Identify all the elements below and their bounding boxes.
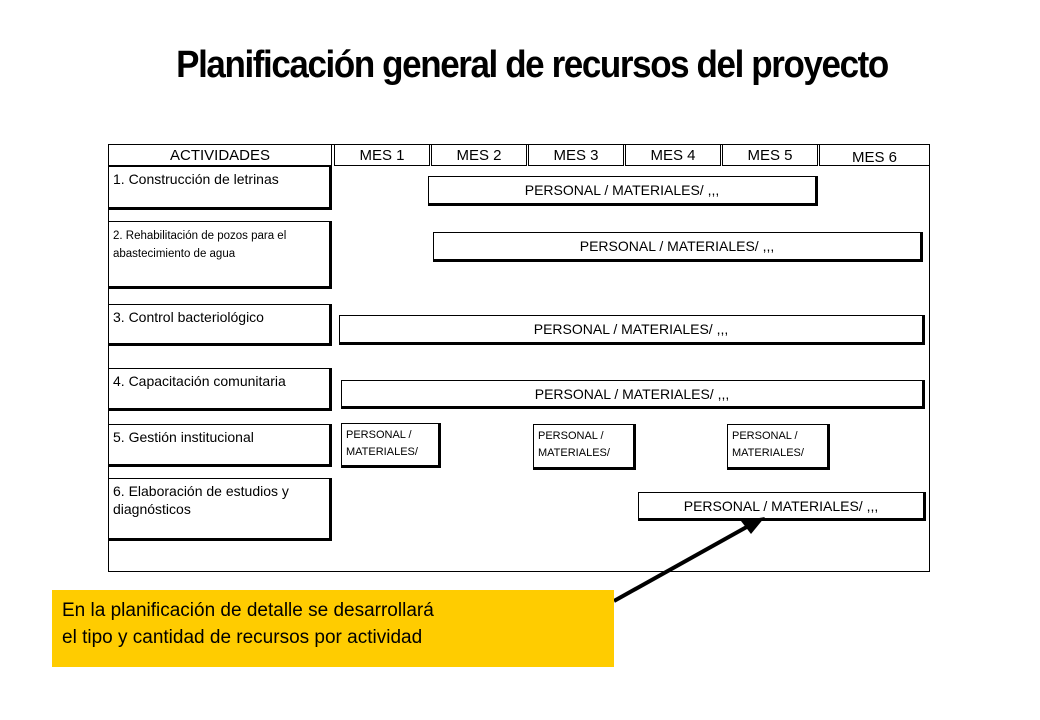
mini-c-line1: PERSONAL / (732, 430, 798, 442)
header-activities: ACTIVIDADES (108, 144, 332, 166)
header-month-2: MES 2 (431, 144, 527, 166)
header-month-3: MES 3 (528, 144, 624, 166)
arrow-shaft (614, 524, 752, 601)
activity-3-text: 3. Control bacteriológico (113, 309, 264, 325)
note-line1: En la planificación de detalle se desarrollará (62, 600, 434, 621)
activity-6-text-line2: diagnósticos (113, 501, 191, 518)
resource-bar-activity-6: PERSONAL / MATERIALES/ ,,, (638, 492, 926, 521)
mini-a-line2: MATERIALES/ (346, 445, 418, 458)
mini-b-line2: MATERIALES/ (538, 446, 610, 459)
resource-bar-activity-2: PERSONAL / MATERIALES/ ,,, (433, 232, 923, 262)
mini-b-line1: PERSONAL / (538, 430, 604, 442)
header-month-5: MES 5 (722, 144, 818, 166)
activity-1-text: 1. Construcción de letrinas (113, 171, 279, 187)
activity-2-text-line2: abastecimiento de agua (113, 247, 236, 260)
resource-bar-activity-3: PERSONAL / MATERIALES/ ,,, (339, 315, 925, 345)
detail-note-box (52, 590, 614, 667)
mini-a-line1: PERSONAL / (346, 429, 412, 441)
header-month-6: MES 6 (819, 144, 930, 166)
note-line2: el tipo y cantidad de recursos por actividad (62, 626, 423, 648)
header-month-1: MES 1 (334, 144, 430, 166)
resource-bar-activity-1: PERSONAL / MATERIALES/ ,,, (428, 176, 818, 206)
mini-c-line2: MATERIALES/ (732, 446, 804, 459)
activity-6-text-line1: 6. Elaboración de estudios y (113, 483, 289, 499)
resource-bar-activity-4: PERSONAL / MATERIALES/ ,,, (341, 380, 925, 409)
header-month-4: MES 4 (625, 144, 721, 166)
arrow-head (741, 517, 765, 534)
activity-2-text-line1: 2. Rehabilitación de pozos para el (113, 230, 287, 242)
activity-4-text: 4. Capacitación comunitaria (113, 373, 286, 389)
activity-5-text: 5. Gestión institucional (113, 429, 254, 445)
page-title: Planificación general de recursos del proyecto (176, 44, 888, 86)
